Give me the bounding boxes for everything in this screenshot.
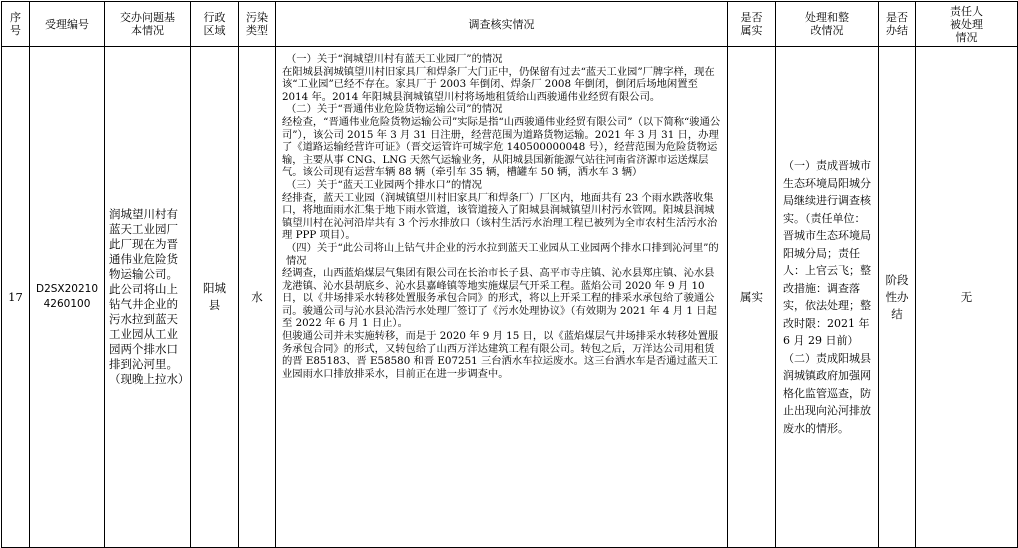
cell-pollution-type: 水 [239,47,276,548]
survey-section-4-body-2: 但骏通公司并未实施转移，而是于 2020 年 9 月 15 日，以《蓝焰煤层气井场排采水转移处置服务承包合同》的形式，又转包给了山西万洋达建筑工程有限公司。转包之后，万洋达公司用租赁的晋 E85183、晋 E58580 和晋 E07251 三台洒水车拉运废水。这三台洒水车是否通过蓝天工业园雨水口排放排采水，目前正在进一步调查中。 [282,330,719,380]
survey-section-1-title: （一）关于“润城望川村有蓝天工业园厂”的情况 [286,53,503,65]
cell-survey [276,47,728,548]
cell-accountability: 无 [916,47,1018,548]
header-issue: 交办问题基本情况 [105,2,191,47]
header-handling: 处理和整改情况 [776,2,879,47]
cell-region [191,47,239,548]
survey-section-2-title: （二）关于“晋通伟业危险货物运输公司”的情况 [286,103,503,116]
header-row [2,2,1018,47]
header-survey: 调查核实情况 [276,2,728,47]
survey-section-3-title: （三）关于“蓝天工业园两个排水口”的情况 [286,178,482,191]
survey-section-4-body-1: 经调查，山西蓝焰煤层气集团有限公司在长治市长子县、高平市寺庄镇、沁水县郑庄镇、沁水县龙港镇、沁水县胡底乡、沁水县嘉峰镇等地实施煤层气开采工程。蓝焰公司 2020 年 9 月 10 日，以《井场排采水转移处置服务承包合同》的形式，将以上开采工程的排采水承包给了骏通公司。骏通公司与沁水县沁浩污水处理厂签订了《污水处理协议》（有效期为 2021 年 4 月 1 日起至 2022 年 6 月 1 日止）。 [282,267,717,330]
header-region: 行政区域 [191,2,239,47]
complaint-table [1,1,1018,548]
cell-seq: 17 [2,47,30,548]
closed-text: 阶段性办结 [885,272,909,321]
survey-section-3-body: 经排查，蓝天工业园（润城镇望川村旧家具厂和焊条厂）厂区内，地面共有 23 个雨水跌落收集口，将地面雨水汇集于地下雨水管道，该管道接入了阳城县润城镇望川村污水管网。阳城县润城镇望川村在沁河沿岸共有 3 个污水排放口（该村生活污水治理工程已被列为全市农村生活污水治理 PPP 项目）。 [282,191,718,242]
header-seq: 序号 [2,2,30,47]
table-row [2,47,1018,548]
survey-section-1-body: 在阳城县润城镇望川村旧家具厂和焊条厂大门正中，仍保留有过去“蓝天工业园”厂牌字样，现在该“工业园”已经不存在。家具厂于 2003 年倒闭、焊条厂 2008 年倒闭，倒闭后场地闲置至 2014 年。2014 年阳城县润城镇望川村将场地租赁给山西骏通伟业经贸有限公司。 [282,65,715,103]
cell-accept-no [30,47,105,548]
cell-handling: （一）责成晋城市生态环境局阳城分局继续进行调查核实。（责任单位：晋城市生态环境局阳城分局；责任人：上官云飞；整改措施：调查落实，依法处理；整改时限：2021 年 6 月 29 日前）（二）责成阳城县润城镇政府加强网格化监管巡查，防止出现向沁河排放废水的情形。 [776,47,879,548]
survey-section-2-body: 经检查，“晋通伟业危险货物运输公司”实际是指“山西骏通伟业经贸有限公司”（以下简称“骏通公司”），该公司 2015 年 3 月 31 日注册，经营范围为道路货物运输。2021 年 3 月 31 日，办理了《道路运输经营许可证》（晋交运管许可城字危 140500000048 号），经营范围为危险货物运输，主要从事 CNG、LNG 天然气运输业务，从阳城县国新能源气站往河南省济源市运送煤层气。该公司现有运营车辆 88 辆（牵引车 35 辆，槽罐车 50 辆，洒水车 3 辆） [282,115,721,179]
header-accountability: 责任人被处理情况 [916,2,1018,47]
cell-issue: 润城望川村有蓝天工业园厂此厂现在为晋通伟业危险货物运输公司。此公司将山上钻气井企业的污水拉到蓝天工业园从工业园两个排水口排到沁河里。（现晚上拉水） [105,47,191,548]
header-closed: 是否办结 [879,2,916,47]
survey-section-4-title: （四）关于“此公司将山上钻气井企业的污水拉到蓝天工业园从工业园两个排水口排到沁河里”的情况 [286,241,719,267]
header-accept-no: 受理编号 [30,2,105,47]
cell-verified: 属实 [728,47,776,548]
header-pollution-type: 污染类型 [239,2,276,47]
region-text: 阳城县 [203,281,226,312]
cell-closed [879,47,916,548]
accept-no-text: D2SX202104260100 [35,283,99,310]
header-verified: 是否属实 [728,2,776,47]
